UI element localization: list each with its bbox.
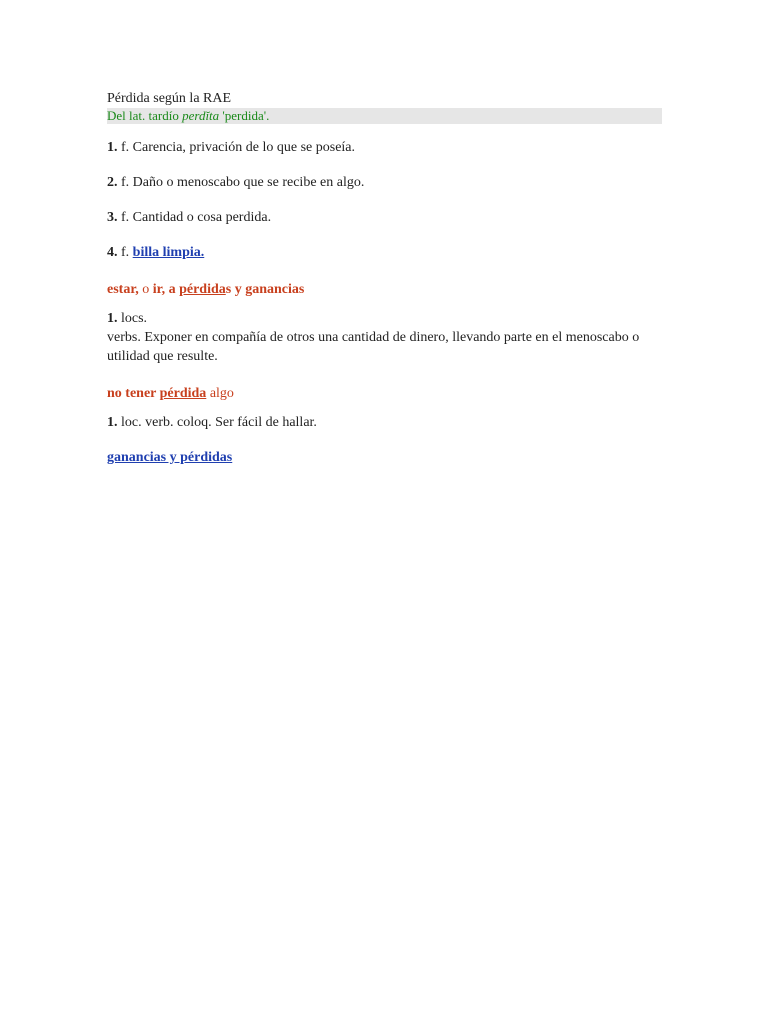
page-title: Pérdida según la RAE: [107, 91, 232, 106]
definition-1: [107, 138, 662, 157]
definition-number: 1.: [107, 415, 118, 430]
related-entry: [107, 448, 662, 467]
etymology-prefix: Del lat. tardío: [107, 108, 183, 123]
definition-number: 1.: [107, 140, 118, 155]
definition-2: [107, 173, 662, 192]
definition-number: 4.: [107, 245, 118, 260]
etymology-suffix: 'perdida'.: [219, 108, 270, 123]
definition-text-continued: verbs. Exponer en compañía de otros una cantidad de dinero, llevando parte en el menoscabo o utilidad que resulte.: [107, 330, 640, 364]
phrase-word-no-tener: no tener: [107, 386, 160, 401]
phrase-word-estar: estar,: [107, 282, 139, 297]
definition-text: f. Carencia, privación de lo que se poseía.: [117, 140, 356, 155]
phrase-word-rest: s y ganancias: [225, 282, 305, 297]
rae-entry: [107, 90, 662, 467]
etymology-word: perdĭta: [182, 108, 220, 123]
phrase-headword-perdida: pérdida: [179, 282, 226, 297]
etymology: [107, 108, 662, 124]
phrase-estar-ir-a-perdidas: [107, 280, 662, 299]
link-ganancias-y-perdidas[interactable]: ganancias y pérdidas: [107, 450, 233, 465]
phrase-no-tener-perdida: [107, 384, 662, 403]
phrase-word-ir: ir, a: [152, 282, 180, 297]
definition-text: f. Daño o menoscabo que se recibe en algo.: [117, 175, 365, 190]
definition-text: f.: [117, 245, 133, 260]
phrase-word-o: o: [138, 282, 153, 297]
definition-number: 2.: [107, 175, 118, 190]
definition-number: 3.: [107, 210, 118, 225]
definition-3: [107, 208, 662, 227]
definition-text: loc. verb. coloq. Ser fácil de hallar.: [117, 415, 317, 430]
link-billa-limpia[interactable]: billa limpia.: [132, 245, 205, 260]
definition-text: f. Cantidad o cosa perdida.: [117, 210, 272, 225]
definition-text: locs.: [117, 311, 148, 326]
phrase-1-definition: [107, 309, 662, 366]
phrase-2-definition: [107, 413, 662, 432]
definition-4: [107, 243, 662, 262]
definition-number: 1.: [107, 311, 118, 326]
phrase-headword-perdida: pérdida: [159, 386, 207, 401]
phrase-word-algo: algo: [206, 386, 234, 401]
